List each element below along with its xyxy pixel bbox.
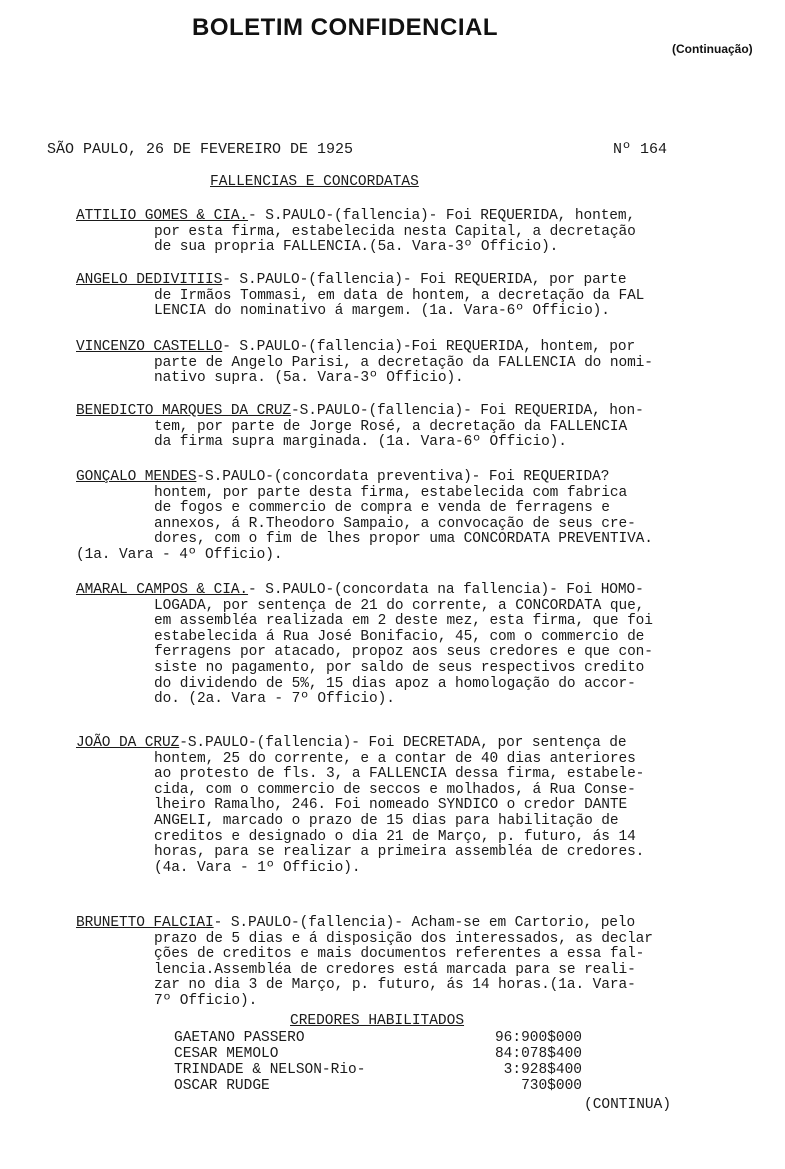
entry-first-line: - S.PAULO-(fallencia)- Foi REQUERIDA, por parte [222,272,627,288]
entry-line: horas, para se realizar a primeira assembléa de credores. [154,844,645,861]
entry-line: nativo supra. (5a. Vara-3º Officio). [154,370,464,387]
entry-benedicto-marques [76,404,716,451]
creditor-amount: 3:928$400 [503,1062,582,1078]
entry-brunetto-falciai [76,916,716,1010]
entry-line: do. (2a. Vara - 7º Officio). [154,691,395,708]
entry-line: (1a. Vara - 4º Officio). [76,546,283,563]
entry-name: ATTILIO GOMES & CIA. [76,208,249,224]
entry-name: BENEDICTO MARQUES DA CRUZ [76,403,292,419]
entry-line: de Irmãos Tommasi, em data de hontem, a decretação da FAL [154,287,645,304]
entry-line: ANGELI, marcado o prazo de 15 dias para habilitação de [154,812,619,829]
entry-line: parte de Angelo Parisi, a decretação da FALLENCIA do nomi- [154,354,653,371]
entry-name: BRUNETTO FALCIAI [76,915,214,931]
entry-first-line: -S.PAULO-(fallencia)- Foi DECRETADA, por sentença de [179,735,627,751]
entry-line: creditos e designado o dia 21 de Março, p. futuro, ás 14 [154,828,636,845]
entry-line: hontem, 25 do corrente, e a contar de 40 dias anteriores [154,750,636,767]
entry-name: VINCENZO CASTELLO [76,339,223,355]
creditor-amount: 730$000 [521,1078,582,1094]
entry-line: do dividendo de 5%, 15 dias apoz a homologação do accor- [154,675,636,692]
creditor-name: TRINDADE & NELSON-Rio- [174,1062,366,1078]
entry-line: ferragens por atacado, propoz aos seus credores e que con- [154,644,653,661]
entry-first-line: -S.PAULO-(concordata preventiva)- Foi REQUERIDA? [196,469,610,485]
entry-line: dores, com o fim de lhes propor uma CONCORDATA PREVENTIVA. [154,531,653,548]
entry-amaral-campos [76,583,716,708]
entry-line: annexos, á R.Theodoro Sampaio, a convocação de seus cre- [154,515,636,532]
entry-line: LOGADA, por sentença de 21 do corrente, a CONCORDATA que, [154,597,645,614]
entry-first-line: - S.PAULO-(fallencia)-Foi REQUERIDA, hontem, por [222,339,636,355]
creditor-amount: 84:078$400 [494,1046,582,1062]
entry-line: da firma supra marginada. (1a. Vara-6º Officio). [154,434,567,451]
entry-name: GONÇALO MENDES [76,469,197,485]
entry-line: prazo de 5 dias e á disposição dos interessados, as declar [154,930,653,947]
entry-first-line: - S.PAULO-(concordata na fallencia)- Foi HOMO- [248,582,644,598]
creditor-name: GAETANO PASSERO [174,1030,305,1046]
entry-line: hontem, por parte desta firma, estabelecida com fabrica [154,484,628,501]
creditor-name: OSCAR RUDGE [174,1078,270,1094]
entry-goncalo-mendes [76,470,716,564]
entry-attilio-gomes [76,209,716,256]
entry-line: ções de creditos e mais documentos referentes a essa fal- [154,946,645,963]
creditors-heading: CREDORES HABILITADOS [290,1013,465,1029]
entry-joao-da-cruz [76,736,716,876]
entry-name: AMARAL CAMPOS & CIA. [76,582,249,598]
continuation-label: (Continuação) [672,42,753,56]
section-title: FALLENCIAS E CONCORDATAS [210,174,419,190]
entry-line: de sua propria FALLENCIA.(5a. Vara-3º Officio). [154,239,559,256]
creditor-amount: 96:900$000 [494,1030,582,1046]
entry-line: zar no dia 3 de Março, p. futuro, ás 14 horas.(1a. Vara- [154,977,636,994]
entry-vincenzo-castello [76,340,716,387]
entry-first-line: - S.PAULO-(fallencia)- Foi REQUERIDA, hontem, [248,208,636,224]
entry-line: 7º Officio). [154,992,258,1009]
entry-line: siste no pagamento, por saldo de seus respectivos credito [154,659,645,676]
entry-line: cida, com o commercio de seccos e molhados, á Rua Conse- [154,781,636,798]
entry-angelo-dedivitiis [76,273,716,320]
entry-line: por esta firma, estabelecida nesta Capital, a decretação [154,223,636,240]
entry-name: JOÃO DA CRUZ [76,735,180,751]
continua-label: (CONTINUA) [584,1097,672,1113]
entry-first-line: - S.PAULO-(fallencia)- Acham-se em Cartorio, pelo [213,915,636,931]
entry-line: em assembléa realizada em 2 deste mez, esta firma, que foi [154,613,653,630]
entry-line: lencia.Assembléa de credores está marcada para se reali- [154,961,636,978]
entry-line: de fogos e commercio de compra e venda de ferragens e [154,500,610,517]
bulletin-title: BOLETIM CONFIDENCIAL [192,14,498,41]
entry-name: ANGELO DEDIVITIIS [76,272,223,288]
entry-line: LENCIA do nominativo á margem. (1a. Vara-6º Officio). [154,303,610,320]
entry-line: (4a. Vara - 1º Officio). [154,859,361,876]
bulletin-number: Nº 164 [612,141,667,158]
entry-line: ao protesto de fls. 3, a FALLENCIA dessa firma, estabele- [154,766,645,783]
entry-first-line: -S.PAULO-(fallencia)- Foi REQUERIDA, hon- [291,403,644,419]
entry-line: tem, por parte de Jorge Rosé, a decretação da FALLENCIA [154,418,628,435]
place-date: SÃO PAULO, 26 DE FEVEREIRO DE 1925 [47,141,354,158]
entry-line: lheiro Ramalho, 246. Foi nomeado SYNDICO o credor DANTE [154,797,628,814]
creditor-name: CESAR MEMOLO [174,1046,279,1062]
dateline [47,141,667,158]
entry-line: estabelecida á Rua José Bonifacio, 45, com o commercio de [154,628,645,645]
